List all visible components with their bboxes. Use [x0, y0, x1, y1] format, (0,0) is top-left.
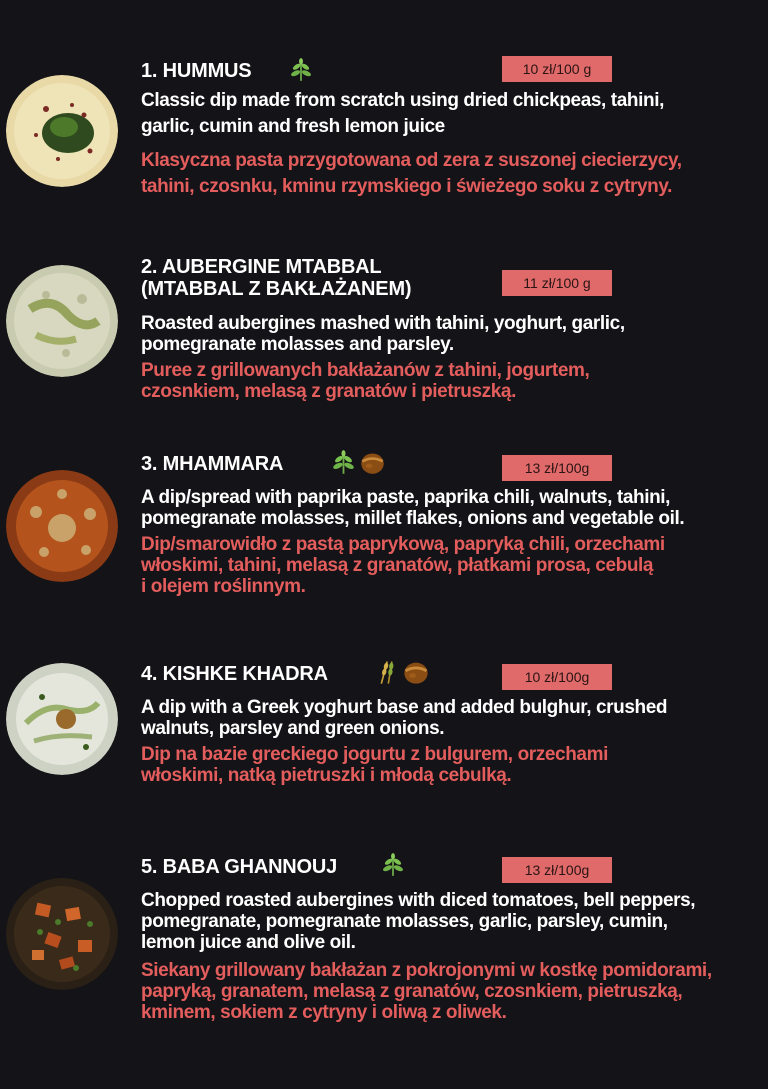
price-badge: 13 zł/100g — [502, 455, 612, 481]
wheat-icon — [372, 658, 400, 686]
description-pl: Dip/smarowidło z pastą paprykową, papryką chili, orzechami włoskimi, tahini, melasą z granatów, płatkami prosa, cebulą i olejem roślinnym. — [141, 534, 665, 597]
item-title: 3. MHAMMARA — [141, 453, 284, 475]
description-pl: Dip na bazie greckiego jogurtu z bulgurem, orzechami włoskimi, natką pietruszki i młodą cebulką. — [141, 744, 608, 786]
kishke-khadra-photo — [6, 663, 118, 775]
icon-group — [330, 449, 386, 476]
hummus-photo — [6, 75, 118, 187]
herb-icon — [380, 852, 406, 878]
herb-icon — [330, 449, 357, 476]
description-en: Roasted aubergines mashed with tahini, yoghurt, garlic, pomegranate molasses and parsley. — [141, 313, 625, 355]
item-title: 4. KISHKE KHADRA — [141, 663, 328, 685]
item-title: 1. HUMMUS — [141, 60, 252, 82]
price-badge: 10 zł/100g — [502, 664, 612, 690]
description-en: A dip with a Greek yoghurt base and added bulghur, crushed walnuts, parsley and green onions. — [141, 697, 668, 739]
description-pl: Siekany grillowany bakłażan z pokrojonymi w kostkę pomidorami, papryką, granatem, melasą z granatów, czosnkiem, pietruszką, kminem, sokiem z cytryny i oliwą z oliwek. — [141, 960, 712, 1023]
description-en: Classic dip made from scratch using dried chickpeas, tahini, garlic, cumin and fresh lemon juice — [141, 90, 664, 137]
icon-group — [372, 658, 430, 686]
icon-group — [288, 57, 314, 83]
description-en: A dip/spread with paprika paste, paprika chili, walnuts, tahini, pomegranate molasses, millet flakes, onions and vegetable oil. — [141, 487, 685, 529]
baba-ghannouj-photo — [6, 878, 118, 990]
description-pl: Klasyczna pasta przygotowana od zera z suszonej ciecierzycy, tahini, czosnku, kminu rzymskiego i świeżego soku z cytryny. — [141, 150, 682, 197]
nut-icon — [359, 449, 386, 476]
herb-icon — [288, 57, 314, 83]
description-en: Chopped roasted aubergines with diced tomatoes, bell peppers, pomegranate, pomegranate molasses, garlic, parsley, cumin, lemon juice and olive oil. — [141, 890, 696, 953]
icon-group — [380, 852, 406, 878]
mhammara-photo — [6, 470, 118, 582]
mtabbal-photo — [6, 265, 118, 377]
description-pl: Puree z grillowanych bakłażanów z tahini, jogurtem, czosnkiem, melasą z granatów i pietruszką. — [141, 360, 590, 402]
nut-icon — [402, 658, 430, 686]
price-badge: 13 zł/100g — [502, 857, 612, 883]
price-badge: 10 zł/100 g — [502, 56, 612, 82]
item-title: 5. BABA GHANNOUJ — [141, 856, 338, 878]
price-badge: 11 zł/100 g — [502, 270, 612, 296]
item-title: 2. AUBERGINE MTABBAL (MTABBAL Z BAKŁAŻANEM) — [141, 256, 412, 300]
